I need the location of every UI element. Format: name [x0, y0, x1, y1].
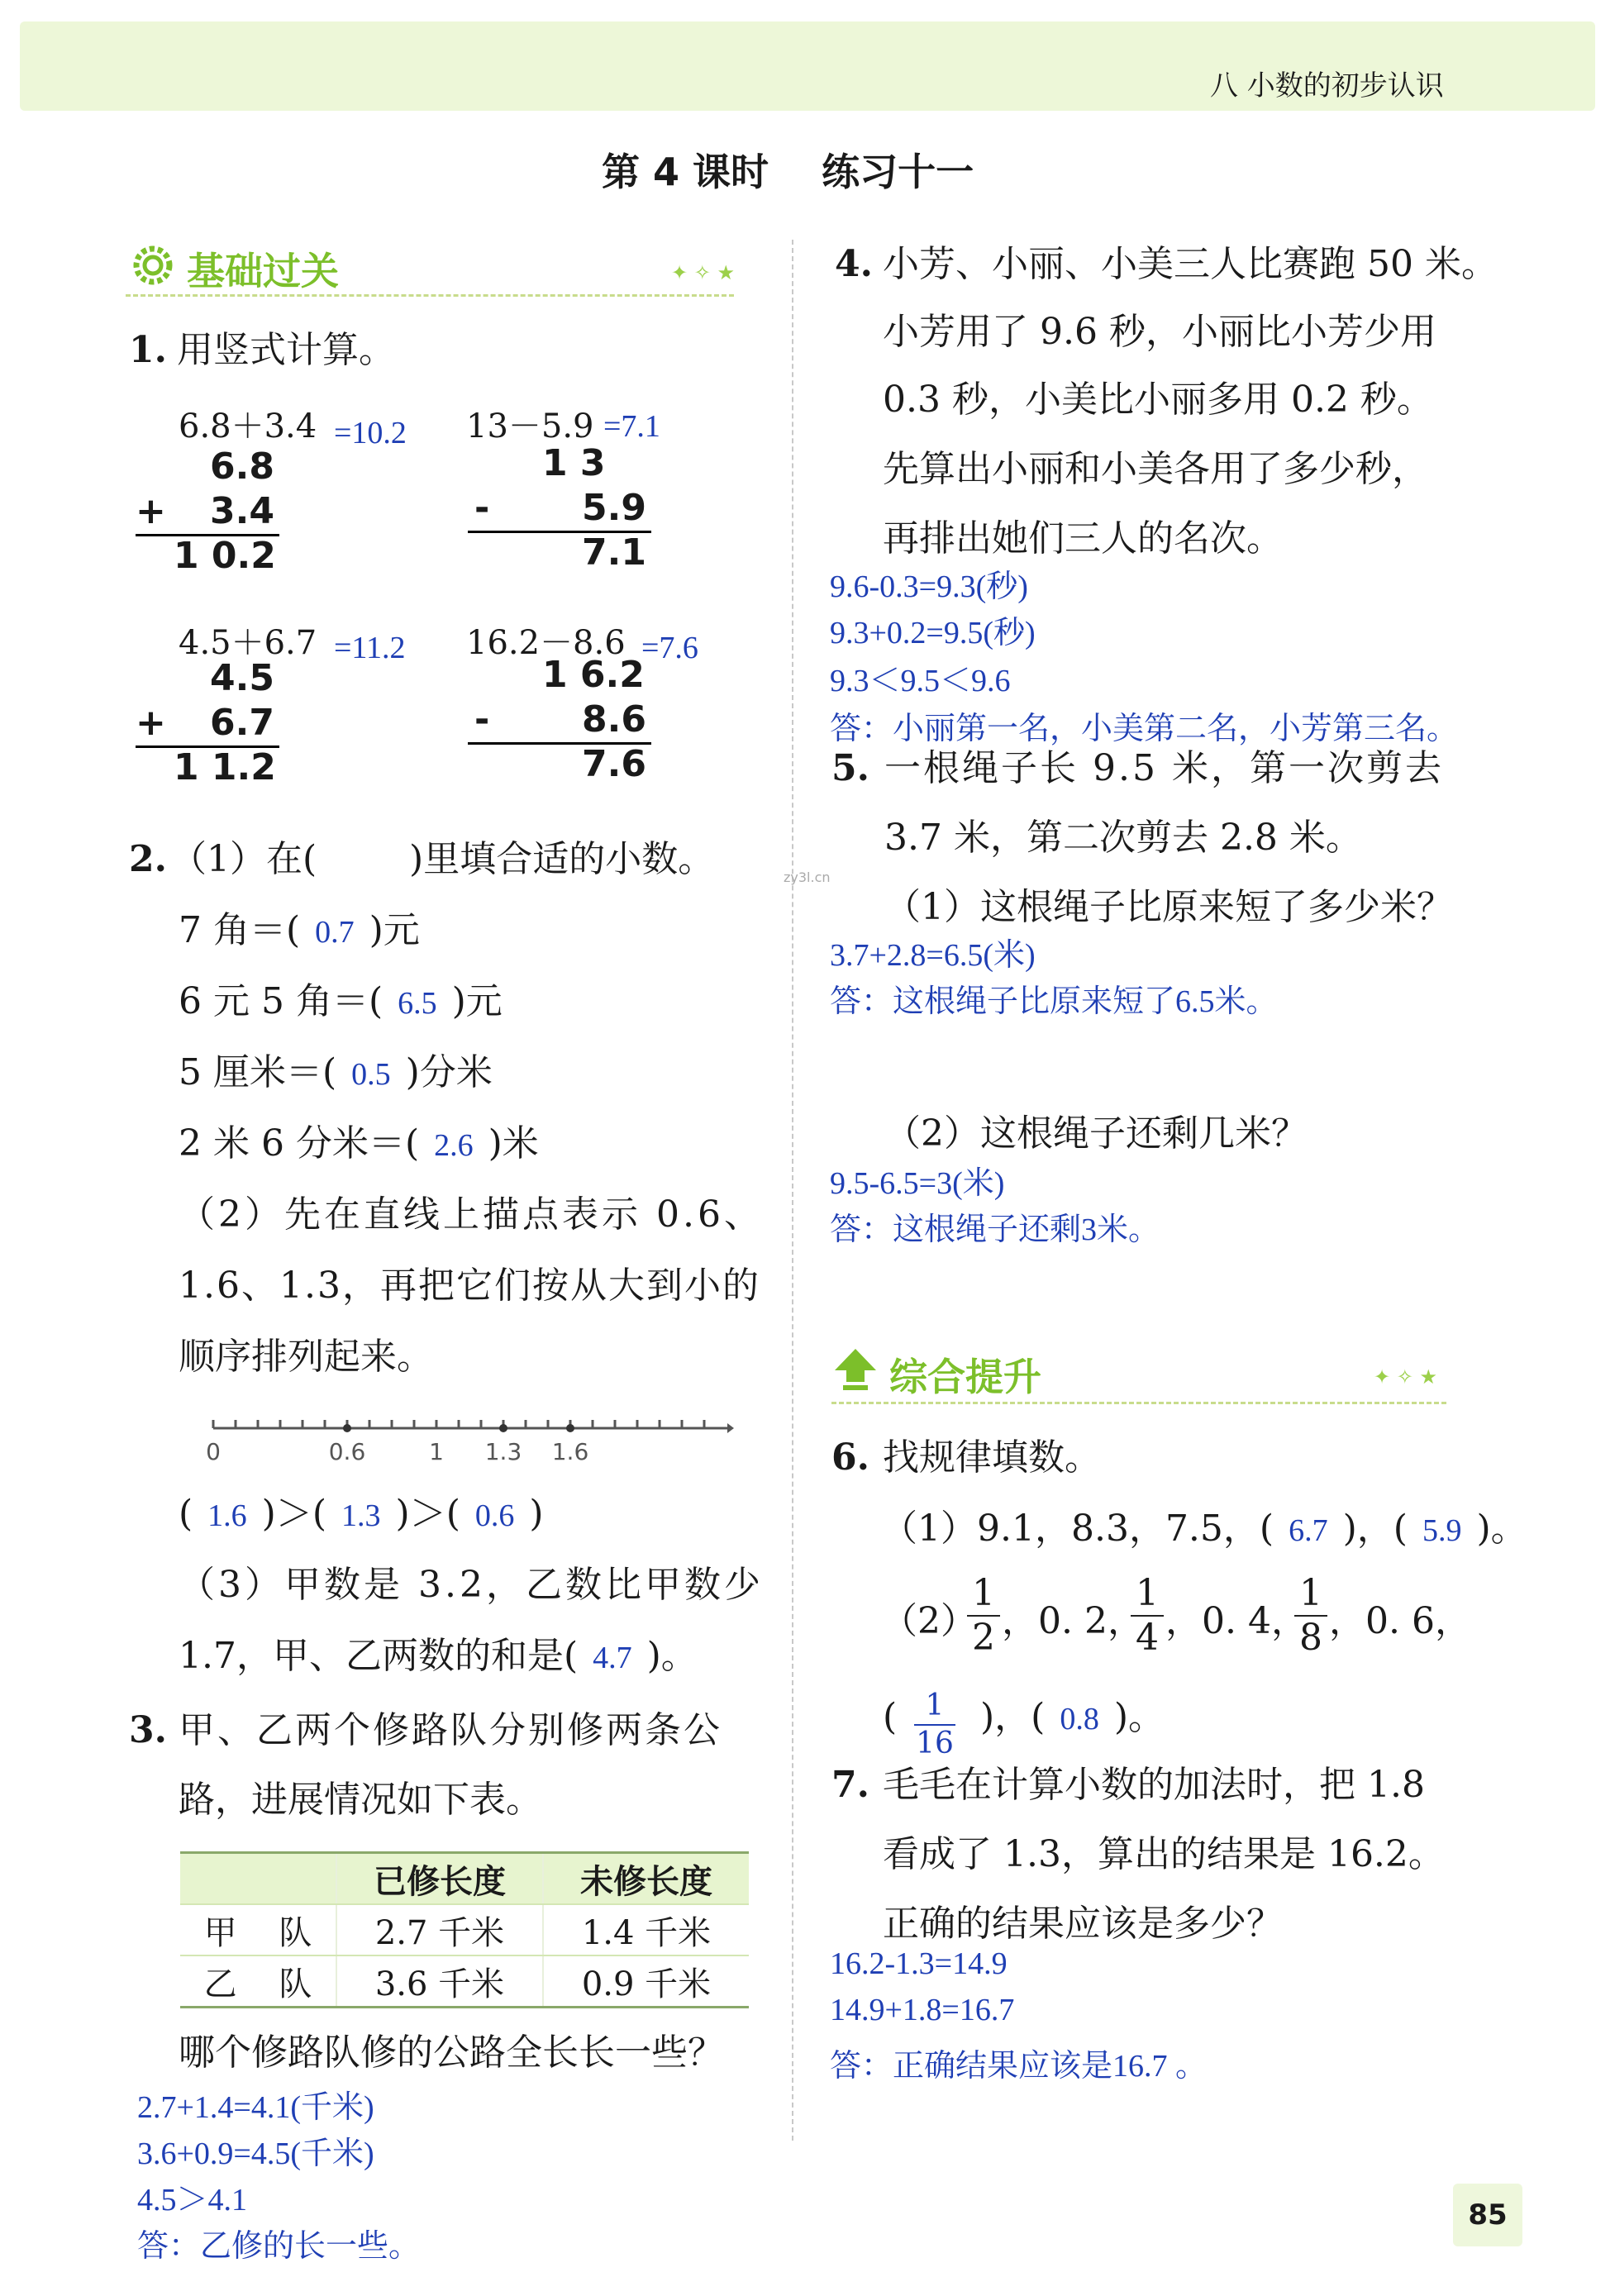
frac-1-numerator: 1: [972, 1572, 995, 1614]
q2-part3-answer: 4.7: [593, 1641, 632, 1675]
q7-line3: 正确的结果应该是多少？: [883, 1903, 1283, 1945]
frac-1-denominator: 2: [972, 1617, 995, 1659]
q3-table: [180, 1851, 749, 2008]
q3-answer-line1: 2.7+1.4=4.1(千米): [137, 2090, 374, 2125]
q6-dec-1: ，0. 2，: [1002, 1600, 1144, 1642]
q1-vert-b-1: 3.4: [210, 490, 274, 532]
frac-3-numerator: 1: [1299, 1572, 1322, 1614]
q1-vert-a-4: 1 6.2: [542, 654, 645, 696]
q7-answer-line3: 答：正确结果应该是16.7 。: [830, 2049, 1208, 2084]
q2-part3-line1: （3）甲数是 3.2，乙数比甲数少: [179, 1564, 764, 1606]
q6-number: 6.: [831, 1436, 869, 1479]
q7-line2: 看成了 1.3，算出的结果是 16.2。: [883, 1833, 1445, 1875]
table-row-yi-remaining: 0.9 千米: [543, 1955, 749, 2008]
numberline-label-0: 0: [206, 1438, 221, 1465]
section-underline-2: [831, 1402, 1446, 1404]
section-title-basic: 基础过关: [187, 249, 339, 293]
table-row-yi-done: 3.6 千米: [336, 1955, 543, 2008]
q2-fill-2: [179, 980, 503, 1025]
q1-vert-a-2: 1 3: [542, 442, 606, 484]
q2-fill-1-post: )元: [369, 909, 420, 951]
number-line: [205, 1405, 734, 1471]
q6-part1-mid: )，(: [1342, 1508, 1408, 1550]
numberline-point-1-3: [499, 1424, 507, 1432]
q3-line2: 路，进展情况如下表。: [179, 1779, 542, 1821]
q5-part1-answer-line2: 答：这根绳子比原来短了6.5米。: [830, 984, 1278, 1019]
q6-part2b-rest: [980, 1696, 1165, 1741]
q2-order-row: [179, 1493, 544, 1537]
watermark: zy3l.cn: [784, 869, 831, 885]
q2-part3-post: )。: [646, 1635, 698, 1677]
q1-expr-1: 6.8＋3.4: [179, 407, 317, 445]
q6-dec-2: ，0. 4，: [1165, 1600, 1308, 1642]
q5-line1: 一根绳子长 9.5 米，第一次剪去: [884, 747, 1444, 789]
q4-number: 4.: [835, 243, 873, 285]
q3-line1: 甲、乙两个修路队分别修两条公: [179, 1709, 722, 1751]
q1-answer-3: =11.2: [334, 631, 406, 665]
q5-part2-answer-line2: 答：这根绳子还剩3米。: [830, 1212, 1160, 1247]
q4-line2: 小芳用了 9.6 秒，小丽比小芳少用: [883, 311, 1436, 353]
q2-fill-1-answer: 0.7: [315, 915, 355, 950]
q1-vert-result-4: 7.6: [582, 743, 646, 785]
q4-answer-line2: 9.3+0.2=9.5(秒): [830, 616, 1036, 650]
order-answer-2: 1.3: [341, 1498, 381, 1533]
q2-number: 2.: [129, 838, 167, 880]
q7-number: 7.: [831, 1764, 869, 1806]
table-row-jia-label: 甲 队: [180, 1904, 336, 1955]
q1-vert-a-3: 4.5: [210, 657, 274, 699]
frac-2-denominator: 4: [1136, 1617, 1159, 1659]
q2-fill-3: [179, 1051, 493, 1096]
fraction-1-4: [1131, 1574, 1164, 1658]
paren-open-1: (: [179, 1493, 193, 1535]
paren-close-2: ): [395, 1493, 410, 1535]
sparkle-icon: ✦ ✧ ★: [671, 261, 735, 284]
paren-open-3: (: [445, 1493, 460, 1535]
q1-text: 用竖式计算。: [177, 329, 395, 371]
arrow-up-icon: [831, 1346, 879, 1395]
frac-3-denominator: 8: [1299, 1617, 1322, 1659]
q4-answer-line4: 答：小丽第一名，小美第二名，小芳第三名。: [830, 712, 1459, 746]
q6-part2b-open: (: [883, 1696, 898, 1738]
gear-icon: [129, 241, 177, 289]
q6-part2b-mid: )，(: [980, 1696, 1046, 1738]
frac-2-numerator: 1: [1136, 1572, 1159, 1614]
q2-fill-3-answer: 0.5: [351, 1057, 391, 1092]
q6-answer-fraction: [914, 1689, 955, 1760]
q3-answer-line3: 4.5＞4.1: [137, 2183, 248, 2217]
q2-fill-4: [179, 1122, 539, 1167]
order-answer-1: 1.6: [207, 1498, 247, 1533]
q5-part1: （1）这根绳子比原来短了多少米？: [884, 886, 1453, 928]
q2-part2-line3: 顺序排列起来。: [179, 1336, 433, 1378]
table-header-done: 已修长度: [336, 1853, 543, 1905]
sparkle-icon-2: ✦ ✧ ★: [1374, 1365, 1437, 1389]
q1-answer-1: =10.2: [334, 416, 407, 450]
gt-sign-2: ＞: [409, 1493, 446, 1535]
chapter-header: 八 小数的初步认识: [1210, 69, 1444, 102]
order-answer-3: 0.6: [474, 1498, 515, 1533]
q6-part1-answer-2: 5.9: [1422, 1513, 1462, 1548]
q1-expr-2: 13－5.9: [466, 407, 594, 445]
q3-question: 哪个修路队修的公路全长长一些？: [179, 2032, 724, 2074]
q4-line5: 再排出她们三人的名次。: [883, 517, 1283, 560]
q1-answer-2: =7.1: [603, 409, 660, 444]
q2-fill-3-pre: 5 厘米＝(: [179, 1051, 337, 1093]
q6-part1: [881, 1508, 1527, 1552]
q2-fill-4-post: )米: [488, 1122, 539, 1165]
q1-vert-b-3: 6.7: [210, 702, 274, 744]
paren-close-3: ): [529, 1493, 544, 1535]
table-header-blank: [180, 1853, 336, 1905]
q4-line3: 0.3 秒，小美比小丽多用 0.2 秒。: [883, 379, 1433, 421]
q6-dec-3: ，0. 6，: [1329, 1600, 1471, 1642]
q7-answer-line1: 16.2-1.3=14.9: [830, 1946, 1008, 1981]
q6-part1-answer-1: 6.7: [1289, 1513, 1328, 1548]
q2-part1-label: （1）在( )里填合适的小数。: [170, 838, 715, 880]
q1-vert-result-3: 1 1.2: [174, 746, 276, 788]
numberline-label-1-3: 1.3: [484, 1438, 522, 1465]
answer-frac-numerator: 1: [925, 1689, 945, 1722]
q7-answer-line2: 14.9+1.8=16.7: [830, 1993, 1015, 2027]
numberline-label-0-6: 0.6: [328, 1438, 366, 1465]
q2-fill-1: [179, 909, 420, 954]
table-row-jia-done: 2.7 千米: [336, 1904, 543, 1955]
q2-fill-1-pre: 7 角＝(: [179, 909, 301, 951]
q5-part2-answer-line1: 9.5-6.5=3(米): [830, 1166, 1005, 1201]
q2-fill-2-answer: 6.5: [398, 986, 437, 1021]
q1-vert-result-2: 7.1: [582, 531, 646, 574]
q2-part2-line1: （2）先在直线上描点表示 0.6、: [179, 1193, 764, 1236]
q6-part2-label: （2）: [881, 1600, 977, 1642]
gt-sign-1: ＞: [275, 1493, 312, 1535]
q1-vert-op-2: -: [474, 487, 490, 529]
q1-expr-3: 4.5＋6.7: [179, 624, 317, 662]
numberline-point-0-6: [343, 1424, 351, 1432]
q1-vert-b-2: 5.9: [582, 487, 646, 529]
section-title-advanced: 综合提升: [889, 1355, 1041, 1399]
table-header-remaining: 未修长度: [543, 1853, 749, 1905]
numberline-label-1-6: 1.6: [551, 1438, 589, 1465]
table-row-jia-remaining: 1.4 千米: [543, 1904, 749, 1955]
q1-expr-4: 16.2－8.6: [466, 624, 626, 662]
q4-line1: 小芳、小丽、小美三人比赛跑 50 米。: [883, 243, 1498, 285]
q3-number: 3.: [129, 1709, 167, 1751]
q6-part1-pre: （1）9.1，8.3，7.5，(: [881, 1508, 1274, 1550]
page-number: 85: [1453, 2184, 1522, 2246]
q5-line2: 3.7 米，第二次剪去 2.8 米。: [884, 817, 1362, 859]
fraction-1-8: [1294, 1574, 1327, 1658]
q7-line1: 毛毛在计算小数的加法时，把 1.8: [883, 1764, 1425, 1806]
q2-fill-4-answer: 2.6: [434, 1128, 474, 1163]
column-divider: [792, 240, 793, 2141]
table-row-yi-label: 乙 队: [180, 1955, 336, 2008]
answer-frac-denominator: 16: [916, 1727, 954, 1760]
q1-vert-result-1: 1 0.2: [174, 535, 276, 577]
numberline-label-1: 1: [429, 1438, 444, 1465]
q1-vert-op-4: -: [474, 698, 490, 741]
q2-fill-2-pre: 6 元 5 角＝(: [179, 980, 384, 1022]
q1-vert-b-4: 8.6: [582, 698, 646, 741]
q4-line4: 先算出小丽和小美各用了多少秒，: [883, 448, 1428, 490]
q5-number: 5.: [831, 747, 869, 789]
q3-answer-line2: 3.6+0.9=4.5(千米): [137, 2136, 374, 2171]
q4-answer-line1: 9.6-0.3=9.3(秒): [830, 569, 1028, 604]
q5-part2: （2）这根绳子还剩几米？: [884, 1112, 1308, 1155]
q2-part3-pre: 1.7，甲、乙两数的和是(: [179, 1635, 579, 1677]
page-title: 第 4 课时 练习十一: [602, 150, 974, 194]
q2-fill-4-pre: 2 米 6 分米＝(: [179, 1122, 420, 1165]
q4-answer-line3: 9.3＜9.5＜9.6: [830, 664, 1011, 698]
q1-vert-a-1: 6.8: [210, 445, 274, 488]
q3-answer-line4: 答：乙修的长一些。: [137, 2229, 421, 2264]
q6-part1-post: )。: [1476, 1508, 1527, 1550]
q6-part2b-answer: 0.8: [1060, 1702, 1099, 1736]
paren-open-2: (: [312, 1493, 327, 1535]
q2-part3-line2: [179, 1635, 698, 1679]
q2-part2-line2: 1.6、1.3，再把它们按从大到小的: [179, 1265, 760, 1307]
q1-answer-4: =7.6: [641, 631, 698, 665]
q2-fill-3-post: )分米: [405, 1051, 493, 1093]
paren-close-1: ): [261, 1493, 276, 1535]
fraction-1-2: [967, 1574, 1000, 1658]
q1-vert-op-1: +: [136, 490, 166, 532]
q1-vert-op-3: +: [136, 702, 166, 744]
q6-text: 找规律填数。: [883, 1436, 1101, 1479]
numberline-point-1-6: [566, 1424, 574, 1432]
q2-fill-2-post: )元: [451, 980, 503, 1022]
q6-part2b-post: )。: [1113, 1696, 1165, 1738]
section-underline: [126, 294, 734, 297]
q1-number: 1.: [129, 329, 167, 371]
q5-part1-answer-line1: 3.7+2.8=6.5(米): [830, 938, 1036, 973]
